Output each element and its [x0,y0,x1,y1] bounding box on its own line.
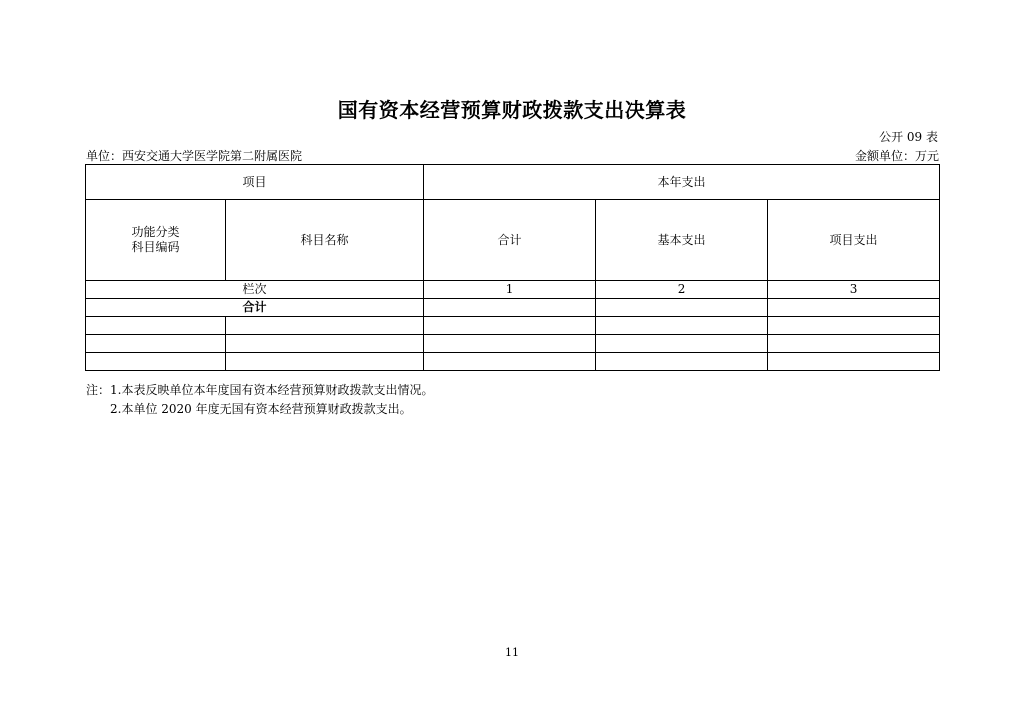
row-project [768,353,940,371]
total-row-basic [596,299,768,317]
row-project [768,335,940,353]
notes [86,381,433,419]
column-index-label: 栏次 [86,281,424,299]
row-basic [596,353,768,371]
column-index-row [86,281,940,299]
header-row-2 [86,200,940,281]
row-basic [596,335,768,353]
page-title: 国有资本经营预算财政拨款支出决算表 [337,98,687,122]
header-func-code: 功能分类 科目编码 [86,200,226,281]
column-index-3: 3 [768,281,940,299]
amount-unit-label: 金额单位：万元 [854,149,939,163]
total-row [86,299,940,317]
table-row [86,353,940,371]
row-project [768,317,940,335]
row-code [86,335,226,353]
row-name [226,335,424,353]
row-code [86,317,226,335]
column-index-1: 1 [424,281,596,299]
header-subject-name: 科目名称 [226,200,424,281]
header-project: 项目 [86,165,424,200]
row-total [424,335,596,353]
header-project-exp: 项目支出 [768,200,940,281]
page-number: 11 [505,646,519,659]
row-basic [596,317,768,335]
row-total [424,317,596,335]
header-row-1 [86,165,940,200]
column-index-2: 2 [596,281,768,299]
form-code: 公开 09 表 [879,130,938,144]
note-1: 注：1.本表反映单位本年度国有资本经营预算财政拨款支出情况。 [86,383,434,397]
total-row-total [424,299,596,317]
table-row [86,317,940,335]
table-row [86,335,940,353]
unit-row [86,147,939,164]
unit-label: 单位：西安交通大学医学院第二附属医院 [86,149,303,163]
header-total: 合计 [424,200,596,281]
total-row-project [768,299,940,317]
header-basic: 基本支出 [596,200,768,281]
row-total [424,353,596,371]
note-2: 2.本单位 2020 年度无国有资本经营预算财政拨款支出。 [110,402,412,416]
total-row-label: 合计 [86,299,424,317]
row-name [226,317,424,335]
row-name [226,353,424,371]
expenditure-table [85,164,940,371]
row-code [86,353,226,371]
header-current-year: 本年支出 [424,165,940,200]
